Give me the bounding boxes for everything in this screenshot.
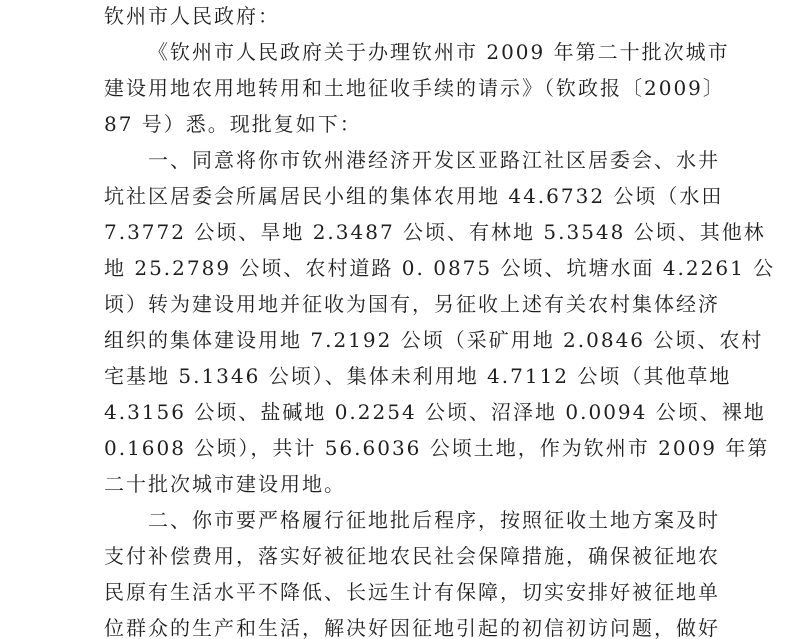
text-line: 地 25.2789 公顷、农村道路 0. 0875 公顷、坑塘水面 4.2261 公 [104, 256, 776, 280]
text-line: 二、你市要严格履行征地批后程序，按照征收土地方案及时 [148, 508, 720, 532]
text-line: 顷）转为建设用地并征收为国有，另征收上述有关农村集体经济 [104, 292, 720, 316]
text-line: 87 号）悉。现批复如下： [104, 112, 362, 136]
text-line: 宅基地 5.1346 公顷）、集体未利用地 4.7112 公顷（其他草地 [104, 364, 732, 388]
text-line: 民原有生活水平不降低、长远生计有保障，切实安排好被征地单 [104, 580, 720, 604]
text-line: 《钦州市人民政府关于办理钦州市 2009 年第二十批次城市 [148, 40, 730, 64]
text-line: 组织的集体建设用地 7.2192 公顷（采矿用地 2.0846 公顷、农村 [104, 328, 764, 352]
text-line: 7.3772 公顷、旱地 2.3487 公顷、有林地 5.3548 公顷、其他林 [104, 220, 766, 244]
text-line: 坑社区居委会所属居民小组的集体农用地 44.6732 公顷（水田 [104, 184, 724, 208]
text-line: 二十批次城市建设用地。 [104, 472, 346, 496]
text-line: 0.1608 公顷），共计 56.6036 公顷土地，作为钦州市 2009 年第 [104, 436, 770, 460]
addressee-line: 钦州市人民政府： [104, 4, 280, 28]
text-line: 4.3156 公顷、盐碱地 0.2254 公顷、沼泽地 0.0094 公顷、裸地 [104, 400, 766, 424]
text-line: 建设用地农用地转用和土地征收手续的请示》（钦政报〔2009〕 [104, 76, 725, 100]
text-line: 位群众的生产和生活，解决好因征地引起的初信初访问题，做好 [104, 616, 720, 639]
text-line: 支付补偿费用，落实好被征地农民社会保障措施，确保被征地农 [104, 544, 720, 568]
text-line: 一、同意将你市钦州港经济开发区亚路江社区居委会、水井 [148, 148, 720, 172]
